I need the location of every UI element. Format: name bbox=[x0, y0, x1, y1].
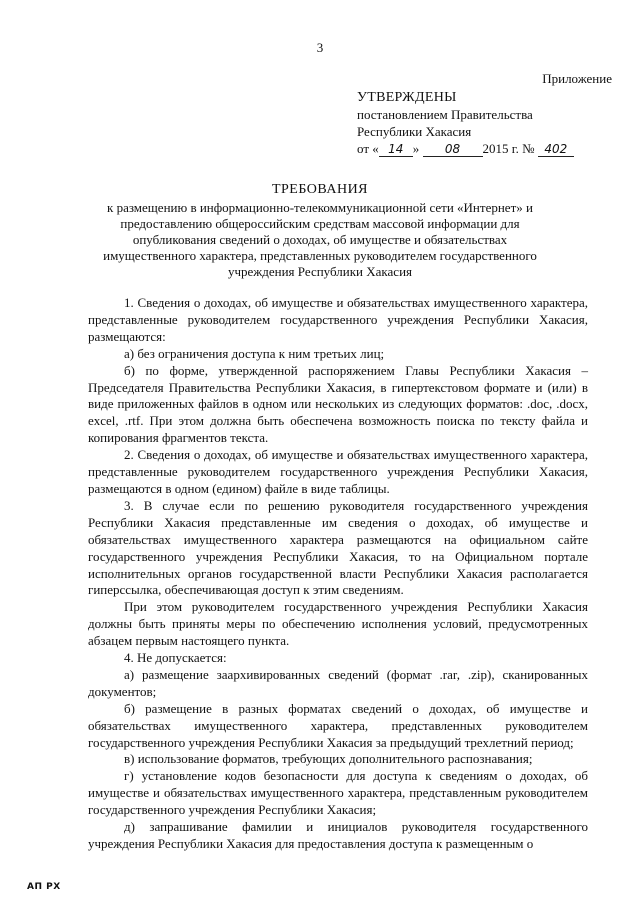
footer-mark: АП РХ bbox=[27, 882, 61, 892]
paragraph: а) без ограничения доступа к ним третьих лиц; bbox=[124, 345, 385, 361]
appendix-label: Приложение bbox=[542, 71, 612, 86]
subtitle-line: предоставлению общероссийским средствам массовой информации для bbox=[120, 216, 520, 231]
subtitle-line: учреждения Республики Хакасия bbox=[227, 264, 413, 279]
subtitle-line: опубликования сведений о доходах, об имуществе и обязательствах bbox=[132, 232, 508, 247]
subtitle-line: имущественного характера, представленных руководителем государственного bbox=[103, 248, 537, 263]
paragraph: а) размещение заархивированных сведений (формат .rar, .zip), сканированных документов; bbox=[88, 666, 588, 699]
paragraph: 3. В случае если по решению руководителя государственного учреждения Республики Хакасия представленные им сведения о доходах, об имуществе и обязательствах имущественного характера размещаются на официальном сайте государственного учреждения Республики Хакасия, то на Официальном портале исполнительных органов государственной власти Республики Хакасия располагается гиперссылка, обеспечивающая доступ к этим сведениям. bbox=[88, 497, 588, 598]
title-heading: ТРЕБОВАНИЯ bbox=[271, 182, 369, 197]
approval-line-2: Республики Хакасия bbox=[357, 124, 472, 139]
paragraph: 1. Сведения о доходах, об имуществе и обязательствах имущественного характера, представленные руководителем государственного учреждения Республики Хакасия, размещаются: bbox=[88, 295, 588, 344]
approval-date-line bbox=[357, 140, 574, 157]
handwritten-day: 14 bbox=[379, 143, 413, 157]
paragraph: б) по форме, утвержденной распоряжением Главы Республики Хакасия – Председателя Правительства Республики Хакасия, в гипертекстовом формате и (или) в виде приложенных файлов в одном или нескольких из следующих форматов: .doc, .docx, excel, .rtf. При этом должна быть обеспечена возможность поиска по тексту файла и копирования фрагментов текста. bbox=[88, 362, 588, 446]
date-close: » bbox=[412, 141, 420, 156]
approved-heading: УТВЕРЖДЕНЫ bbox=[357, 90, 457, 105]
requirements-title bbox=[90, 182, 550, 280]
page-number: 3 bbox=[316, 40, 324, 55]
paragraph: б) размещение в разных форматах сведений о доходах, об имуществе и обязательствах имущественного характера, представленных руководителем государственного учреждения Республики Хакасия за предыдущий трехлетний период; bbox=[88, 700, 588, 750]
approval-stamp bbox=[357, 89, 574, 157]
handwritten-month: 08 bbox=[423, 143, 483, 157]
subtitle-line: к размещению в информационно-телекоммуникационной сети «Интернет» и bbox=[107, 200, 533, 215]
document-body bbox=[88, 295, 588, 853]
paragraph: При этом руководителем государственного учреждения Республики Хакасия должны быть приняты меры по обеспечению исполнения условий, предусмотренных абзацем первым настоящего пункта. bbox=[88, 599, 588, 649]
approval-line-1: постановлением Правительства bbox=[357, 107, 533, 122]
paragraph: в) использование форматов, требующих дополнительного распознавания; bbox=[124, 751, 533, 767]
handwritten-number: 402 bbox=[538, 143, 574, 157]
paragraph: 4. Не допускается: bbox=[124, 650, 227, 666]
year-text: 2015 г. № bbox=[482, 141, 535, 156]
paragraph: д) запрашивание фамилии и инициалов руководителя государственного учреждения Республики Хакасия для предоставления доступа к размещенным о bbox=[88, 819, 588, 851]
date-prefix: от « bbox=[357, 141, 379, 156]
paragraph: г) установление кодов безопасности для доступа к сведениям о доходах, об имуществе и обязательствах имущественного характера, представленным руководителем государственного учреждения Республики Хакасия; bbox=[88, 768, 588, 818]
paragraph: 2. Сведения о доходах, об имуществе и обязательствах имущественного характера, представленные руководителем государственного учреждения Республики Хакасия, размещаются в одном (едином) файле в виде таблицы. bbox=[88, 447, 588, 496]
